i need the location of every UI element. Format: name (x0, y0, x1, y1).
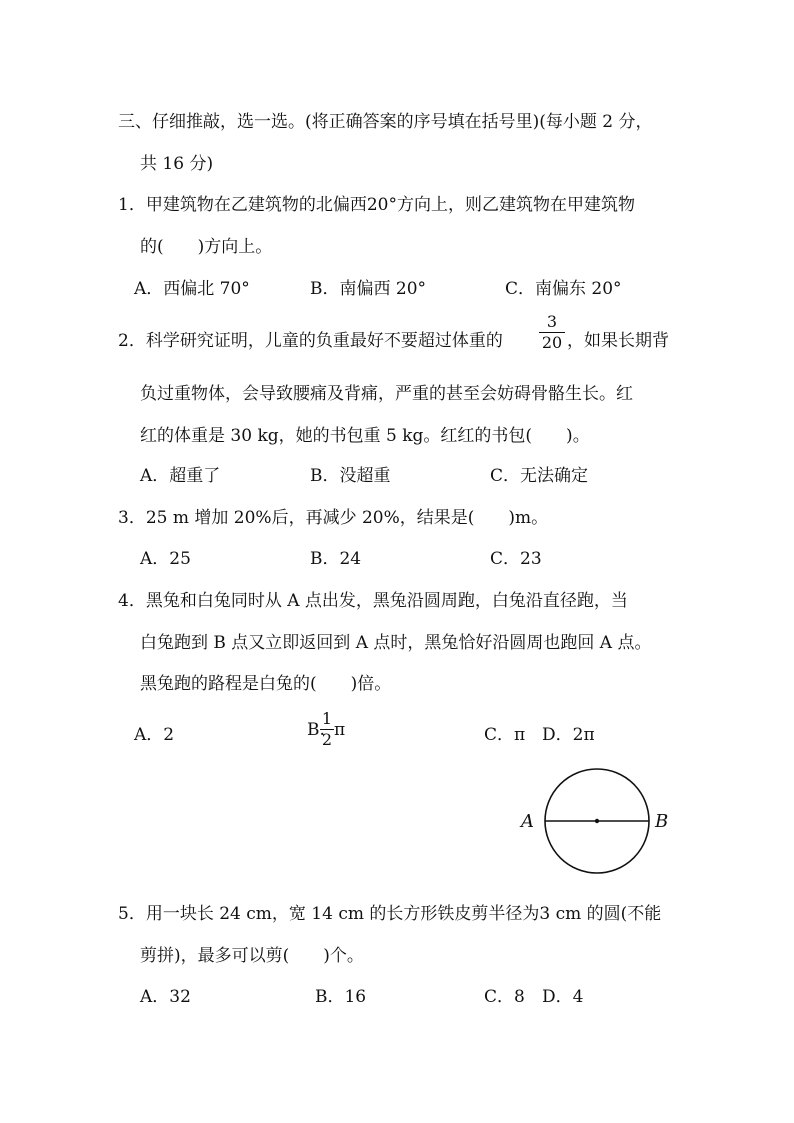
q5-option-a: A．32 (140, 987, 191, 1007)
q4-option-d: D．2π (542, 725, 595, 745)
point-b-label: B (655, 811, 669, 832)
q4-option-a: A．2 (134, 725, 175, 745)
q2-fraction-numerator: 3 (546, 312, 558, 331)
q5-option-c: C．8 (484, 987, 525, 1007)
q2-option-c: C．无法确定 (490, 466, 589, 486)
q1-stem-line1: 1．甲建筑物在乙建筑物的北偏西20°方向上，则乙建筑物在甲建筑物 (118, 195, 635, 215)
q3-option-c: C．23 (490, 549, 542, 569)
q2-fraction-denominator: 20 (541, 333, 563, 352)
q1-option-b: B．南偏西 20° (310, 279, 427, 299)
point-a-label: A (521, 811, 534, 832)
section-heading-line2: 共 16 分) (140, 154, 214, 174)
q5-option-b: B．16 (315, 987, 367, 1007)
q3-option-b: B．24 (310, 549, 362, 569)
q4-option-b-prefix: B. (307, 720, 325, 740)
q5-stem-line1: 5．用一块长 24 cm，宽 14 cm 的长方形铁皮剪半径为3 cm 的圆(不能 (118, 904, 662, 924)
circle-diagram (515, 765, 685, 877)
q1-option-a: A．西偏北 70° (134, 279, 250, 299)
q3-option-a: A．25 (140, 549, 191, 569)
circle-center-dot (595, 819, 599, 823)
q5-stem-line2: 剪拼)，最多可以剪( )个。 (140, 946, 364, 966)
q2-stem-line3: 红的体重是 30 kg，她的书包重 5 kg。红红的书包( )。 (140, 426, 590, 446)
q1-stem-line2: 的( )方向上。 (140, 237, 273, 257)
q4-option-b-numerator: 1 (321, 709, 333, 728)
q2-option-a: A．超重了 (140, 466, 221, 486)
q2-fraction (539, 313, 565, 352)
q4-stem-line1: 4．黑兔和白兔同时从 A 点出发，黑兔沿圆周跑，白兔沿直径跑，当 (118, 591, 628, 611)
q1-option-c: C．南偏东 20° (505, 279, 622, 299)
q2-stem-line1-after: ，如果长期背 (567, 331, 669, 351)
q4-option-b-suffix: π (334, 720, 346, 740)
q2-stem-line2: 负过重物体，会导致腰痛及背痛，严重的甚至会妨碍骨骼生长。红 (140, 384, 633, 404)
q3-stem: 3．25 m 增加 20%后，再减少 20%，结果是( )m。 (118, 508, 549, 528)
q5-option-d: D．4 (542, 987, 584, 1007)
q4-stem-line2: 白兔跑到 B 点又立即返回到 A 点时，黑兔恰好沿圆周也跑回 A 点。 (140, 633, 652, 653)
q4-option-b-denominator: 2 (321, 730, 333, 749)
q2-option-b: B．没超重 (310, 466, 391, 486)
q4-stem-line3: 黑兔跑的路程是白兔的( )倍。 (140, 674, 392, 694)
q4-option-c: C．π (484, 725, 526, 745)
q2-stem-line1-before: 2．科学研究证明，儿童的负重最好不要超过体重的 (118, 331, 503, 351)
q4-option-b-fraction (320, 710, 334, 749)
section-heading-line1: 三、仔细推敲，选一选。(将正确答案的序号填在括号里)(每小题 2 分， (118, 112, 653, 132)
